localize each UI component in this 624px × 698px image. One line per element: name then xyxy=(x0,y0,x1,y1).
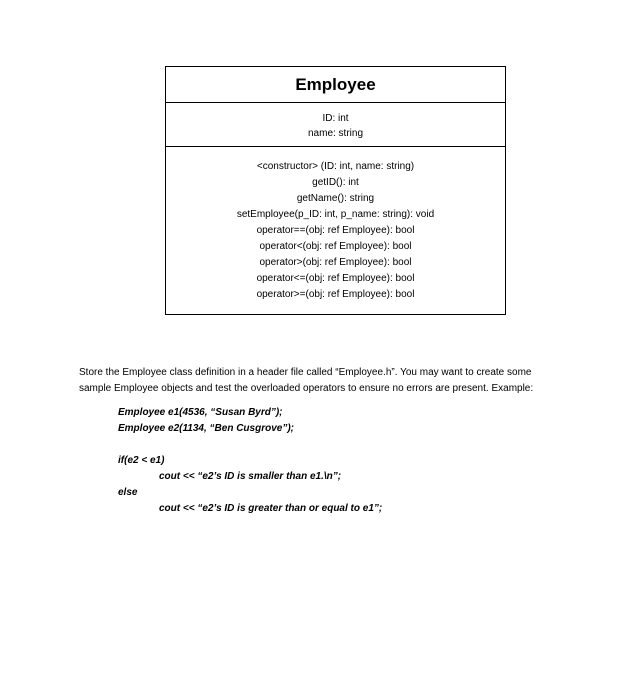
paragraph-line-1: Store the Employee class definition in a header file called “Employee.h”. You may want to create some xyxy=(79,367,532,378)
method-operator-le: operator<=(obj: ref Employee): bool xyxy=(256,273,415,284)
method-operator-eq: operator==(obj: ref Employee): bool xyxy=(256,225,415,236)
methods-section xyxy=(166,147,505,303)
attribute-name: name: string xyxy=(307,128,364,139)
method-constructor: <constructor> (ID: int, name: string) xyxy=(256,161,415,172)
code-line-6: cout << “e2’s ID is greater than or equal to e1”; xyxy=(159,503,383,514)
method-operator-lt: operator<(obj: ref Employee): bool xyxy=(259,241,412,252)
uml-class-diagram xyxy=(165,66,506,315)
method-getid: getID(): int xyxy=(312,177,359,188)
attributes-section xyxy=(166,103,505,147)
code-line-1: Employee e1(4536, “Susan Byrd”); xyxy=(118,407,283,418)
code-line-5: else xyxy=(118,487,138,498)
attribute-id: ID: int xyxy=(322,113,349,124)
code-line-3: if(e2 < e1) xyxy=(118,455,165,466)
code-line-4: cout << “e2’s ID is smaller than e1.\n”; xyxy=(159,471,342,482)
instructions-paragraph xyxy=(79,365,599,397)
paragraph-line-2: sample Employee objects and test the overloaded operators to ensure no errors are present. Example: xyxy=(79,383,534,394)
code-line-2: Employee e2(1134, “Ben Cusgrove”); xyxy=(118,423,294,434)
method-operator-ge: operator>=(obj: ref Employee): bool xyxy=(256,289,415,300)
class-name: Employee xyxy=(166,67,505,103)
method-getname: getName(): string xyxy=(296,193,375,204)
code-example xyxy=(118,405,578,517)
method-setemployee: setEmployee(p_ID: int, p_name: string): void xyxy=(236,209,435,220)
method-operator-gt: operator>(obj: ref Employee): bool xyxy=(259,257,412,268)
code-blank-line xyxy=(118,437,578,453)
